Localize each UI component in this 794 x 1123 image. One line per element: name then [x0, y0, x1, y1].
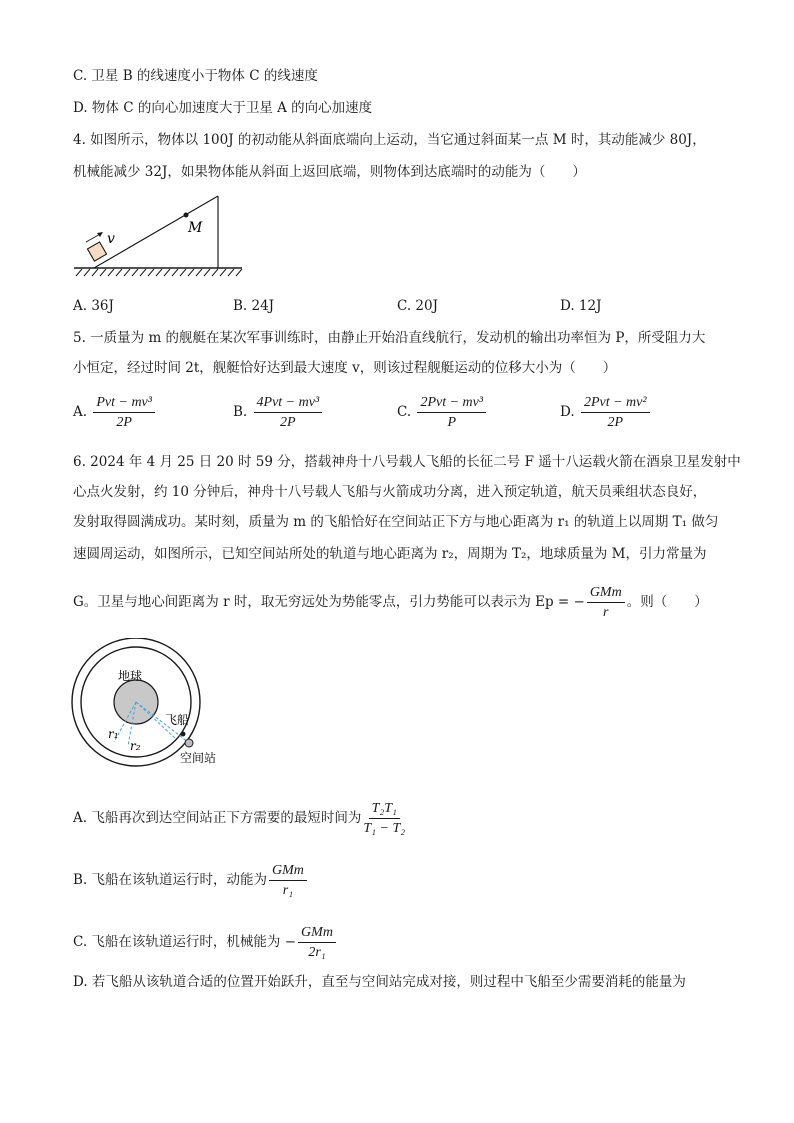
q5-option-c-num: 2Pvt − mv³ [417, 394, 486, 413]
q5-option-a-den: 2P [116, 415, 132, 430]
q5-option-d-letter: D. [560, 404, 575, 420]
station-dot [185, 739, 193, 747]
q5-option-b-den: 2P [280, 415, 296, 430]
q5-option-a-num: Pvt − mv³ [93, 394, 155, 413]
q6-option-c-den: 2r₁ [308, 945, 326, 960]
q6-stem-line5-pre: G。卫星与地心间距离为 r 时，取无穷远处为势能零点，引力势能可以表示为 Ep = − [73, 594, 585, 610]
q5-option-c-fraction [417, 394, 486, 431]
q5-option-b[interactable] [233, 394, 324, 431]
q4-stem-line1: 4. 如图所示，物体以 100J 的初动能从斜面底端向上运动，当它通过斜面某一点 M 时，其动能减少 80J， [73, 132, 706, 148]
q5-option-a[interactable] [73, 394, 157, 431]
q6-orbit-figure [68, 638, 248, 768]
ep-den: r [603, 605, 609, 620]
point-m [184, 213, 189, 218]
q6-stem-line3: 发射取得圆满成功。某时刻，质量为 m 的飞船恰好在空间站正下方与地心距离为 r₁ 的轨道上以周期 T₁ 做匀 [73, 514, 719, 530]
q5-option-d-num: 2Pvt − mv² [581, 394, 650, 413]
q6-stem-line2: 心点火发射，约 10 分钟后，神舟十八号载人飞船与火箭成功分离，进入预定轨道，航天员乘组状态良好， [73, 484, 707, 500]
q4-option-b[interactable]: B. 24J [233, 298, 275, 314]
q6-option-a[interactable] [73, 800, 407, 837]
q6-option-c[interactable] [73, 924, 338, 961]
q6-stem-line5-post: 。则（ ） [626, 594, 708, 610]
q6-option-c-num: GMm [298, 924, 336, 943]
q4-option-d[interactable]: D. 12J [560, 298, 602, 314]
q6-option-b-den: r₁ [282, 883, 294, 898]
ground-hatch [76, 269, 242, 276]
q5-option-b-num: 4Pvt − mv³ [254, 394, 323, 413]
q6-option-b-text: B. 飞船在该轨道运行时，动能为 [73, 872, 268, 888]
velocity-label: v [107, 231, 115, 247]
r2-label: r₂ [130, 739, 141, 753]
q4-incline-figure [70, 192, 250, 282]
q6-option-a-den: T₁ − T₂ [363, 821, 406, 836]
q6-option-a-text: A. 飞船再次到达空间站正下方需要的最短时间为 [73, 810, 362, 826]
q4-option-a[interactable]: A. 36J [73, 298, 114, 314]
q4-stem-line2: 机械能减少 32J，如果物体能从斜面上返回底端，则物体到达底端时的动能为（ ） [73, 164, 586, 180]
q6-option-a-fraction [363, 800, 405, 837]
option-d-prev: D. 物体 C 的向心加速度大于卫星 A 的向心加速度 [73, 100, 373, 116]
earth-label: 地球 [118, 669, 143, 683]
q5-option-c[interactable] [397, 394, 488, 431]
station-label: 空间站 [180, 751, 217, 765]
q6-option-d[interactable]: D. 若飞船从该轨道合适的位置开始跃升，直至与空间站完成对接，则过程中飞船至少需要消耗的能量为 [73, 974, 686, 990]
velocity-arrowhead [97, 232, 103, 237]
q5-option-c-den: P [447, 415, 457, 430]
ship-label: 飞船 [165, 713, 190, 727]
q6-option-a-num: T₂T₁ [369, 800, 400, 819]
q5-option-d-fraction [581, 394, 650, 431]
q5-option-b-fraction [254, 394, 323, 431]
q5-option-b-letter: B. [233, 404, 248, 420]
q5-option-c-letter: C. [397, 404, 412, 420]
ep-num: GMm [587, 584, 625, 603]
q5-option-d[interactable] [560, 394, 652, 431]
option-c-prev: C. 卫星 B 的线速度小于物体 C 的线速度 [73, 68, 318, 84]
point-m-label: M [188, 220, 203, 236]
block [87, 242, 106, 261]
q5-option-a-letter: A. [73, 404, 88, 420]
q6-stem-line1: 6. 2024 年 4 月 25 日 20 时 59 分，搭载神舟十八号载人飞船的长征二号 F 遥十八运载火箭在酒泉卫星发射中 [73, 454, 741, 470]
r1-label: r₁ [108, 727, 119, 741]
q5-stem-line2: 小恒定，经过时间 2t，舰艇恰好达到最大速度 v，则该过程舰艇运动的位移大小为（ ） [73, 360, 617, 376]
q6-stem-line4: 速圆周运动，如图所示，已知空间站所处的轨道与地心距离为 r₂，周期为 T₂，地球质量为 M，引力常量为 [73, 546, 707, 562]
q6-option-b-fraction [269, 862, 307, 899]
q6-option-b[interactable] [73, 862, 309, 899]
q5-option-a-fraction [93, 394, 155, 431]
q6-option-c-text: C. 飞船在该轨道运行时，机械能为 − [73, 934, 297, 950]
q5-stem-line1: 5. 一质量为 m 的舰艇在某次军事训练时，由静止开始沿直线航行，发动机的输出功率恒为 P，所受阻力大 [73, 330, 706, 346]
q5-option-d-den: 2P [607, 415, 624, 430]
q4-option-c[interactable]: C. 20J [397, 298, 439, 314]
q6-stem-line5 [73, 584, 708, 621]
ship-dot [181, 732, 186, 737]
ep-fraction [587, 584, 625, 621]
q6-option-c-fraction [298, 924, 336, 961]
q6-option-b-num: GMm [269, 862, 307, 881]
